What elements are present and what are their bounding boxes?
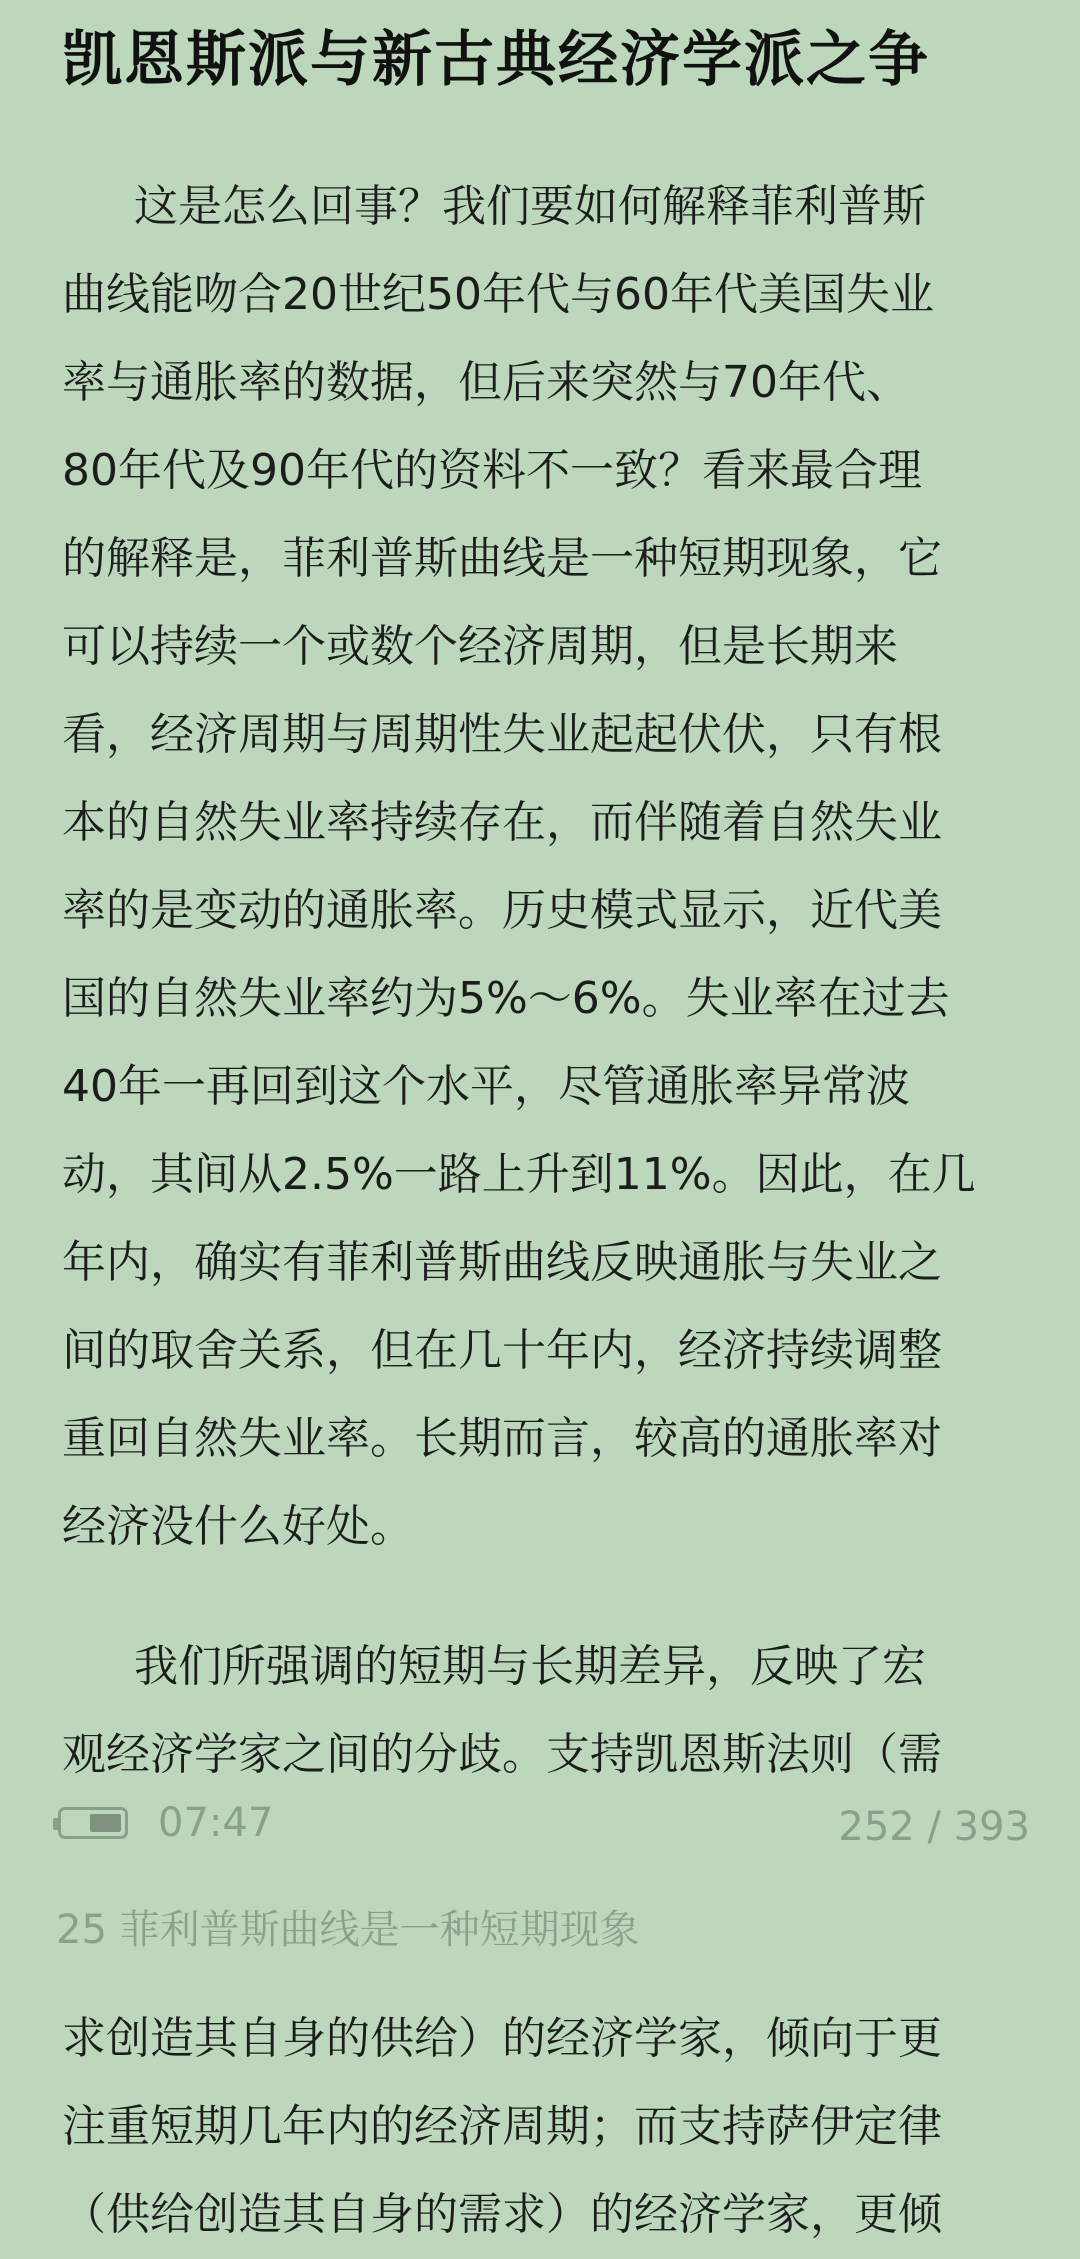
text-line: 动，其间从2.5%一路上升到11%。因此，在几	[62, 1149, 976, 1200]
text-line: 率的是变动的通胀率。历史模式显示，近代美	[62, 885, 942, 936]
text-line: 的解释是，菲利普斯曲线是一种短期现象，它	[62, 533, 942, 584]
chapter-header: 25 菲利普斯曲线是一种短期现象	[56, 1907, 640, 1953]
text-line: （供给创造其自身的需求）的经济学家，更倾	[62, 2189, 942, 2240]
text-line: 求创造其自身的供给）的经济学家，倾向于更	[62, 2013, 942, 2064]
text-line: 年内，确实有菲利普斯曲线反映通胀与失业之	[62, 1237, 942, 1288]
reader-status-bar	[0, 1795, 1080, 1855]
text-line: 可以持续一个或数个经济周期，但是长期来	[62, 621, 898, 672]
text-line: 经济没什么好处。	[62, 1501, 414, 1552]
text-line: 我们所强调的短期与长期差异，反映了宏	[134, 1641, 926, 1692]
text-line: 重回自然失业率。长期而言，较高的通胀率对	[62, 1413, 942, 1464]
text-line: 注重短期几年内的经济周期；而支持萨伊定律	[62, 2101, 942, 2152]
text-line: 40年一再回到这个水平，尽管通胀率异常波	[62, 1061, 910, 1112]
page-indicator: 252 / 393	[838, 1804, 1030, 1850]
section-title: 凯恩斯派与新古典经济学派之争	[62, 25, 930, 95]
text-line: 曲线能吻合20世纪50年代与60年代美国失业	[62, 269, 934, 320]
text-line: 80年代及90年代的资料不一致？看来最合理	[62, 445, 922, 496]
text-line: 率与通胀率的数据，但后来突然与70年代、	[62, 357, 910, 408]
clock-time: 07:47	[158, 1800, 274, 1846]
text-line: 间的取舍关系，但在几十年内，经济持续调整	[62, 1325, 942, 1376]
text-line: 国的自然失业率约为5%～6%。失业率在过去	[62, 973, 950, 1024]
text-line: 本的自然失业率持续存在，而伴随着自然失业	[62, 797, 942, 848]
battery-icon	[58, 1807, 128, 1839]
text-line: 这是怎么回事？我们要如何解释菲利普斯	[134, 181, 926, 232]
text-line: 看，经济周期与周期性失业起起伏伏，只有根	[62, 709, 942, 760]
text-line: 观经济学家之间的分歧。支持凯恩斯法则（需	[62, 1729, 942, 1780]
